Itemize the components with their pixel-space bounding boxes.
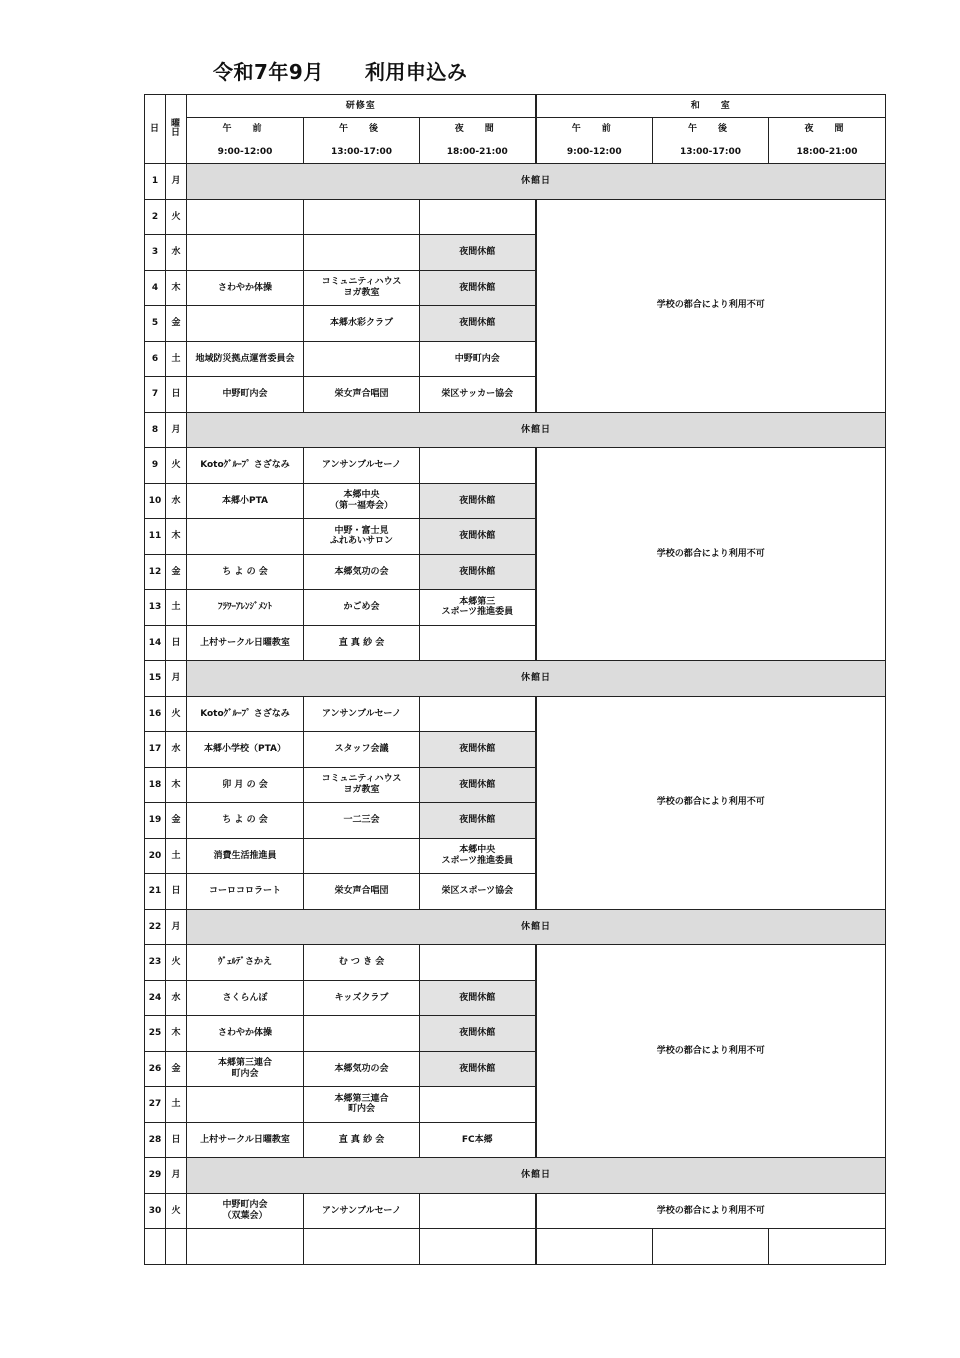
closed-row xyxy=(145,412,886,448)
room1-am-cell: ｳﾞｪﾙﾃﾞさかえ xyxy=(187,945,304,981)
day-of-week: 木 xyxy=(166,270,187,306)
room1-pm-cell: 直 真 紗 会 xyxy=(304,1122,420,1158)
day-number: 22 xyxy=(145,909,166,945)
room1-pm-cell: 本郷水彩クラブ xyxy=(304,306,420,342)
day-of-week: 金 xyxy=(166,306,187,342)
room1-night-cell xyxy=(420,1229,536,1265)
room1-night-cell xyxy=(420,1193,536,1229)
room1-am-cell: 上村サークル日曜教室 xyxy=(187,625,304,661)
room1-am-cell: 本郷小PTA xyxy=(187,483,304,519)
day-row xyxy=(145,1193,886,1229)
room1-am-cell: 上村サークル日曜教室 xyxy=(187,1122,304,1158)
room1-night-cell: 夜間休館 xyxy=(420,1051,536,1087)
day-number: 8 xyxy=(145,412,166,448)
day-number: 15 xyxy=(145,661,166,697)
room2-unavailable-cell: 学校の都合により利用不可 xyxy=(536,945,886,1158)
day-number: 21 xyxy=(145,874,166,910)
day-number: 17 xyxy=(145,732,166,768)
room1-pm-cell: アンサンブルセーノ xyxy=(304,448,420,484)
room1-night-cell xyxy=(420,945,536,981)
room1-night-cell: 本郷中央 スポーツ推進委員 xyxy=(420,838,536,874)
day-number: 14 xyxy=(145,625,166,661)
room1-night-cell: 夜間休館 xyxy=(420,483,536,519)
room1-am-cell: さわやか体操 xyxy=(187,270,304,306)
day-of-week: 金 xyxy=(166,1051,187,1087)
day-of-week: 月 xyxy=(166,412,187,448)
day-of-week: 日 xyxy=(166,625,187,661)
day-number: 3 xyxy=(145,235,166,271)
room1-night-cell: 夜間休館 xyxy=(420,554,536,590)
time-pm: 13:00-17:00 xyxy=(653,141,769,164)
day-number: 7 xyxy=(145,377,166,413)
reservation-table xyxy=(144,94,886,1265)
day-row xyxy=(145,945,886,981)
room1-am-cell xyxy=(187,519,304,555)
room2-empty-cell xyxy=(653,1229,769,1265)
day-of-week: 金 xyxy=(166,554,187,590)
period-night: 夜 間 xyxy=(420,118,536,141)
closed-row xyxy=(145,164,886,200)
day-of-week: 日 xyxy=(166,1122,187,1158)
closed-row xyxy=(145,909,886,945)
day-number: 9 xyxy=(145,448,166,484)
day-number: 2 xyxy=(145,199,166,235)
room1-pm-cell xyxy=(304,199,420,235)
day-of-week: 木 xyxy=(166,1016,187,1052)
day-of-week: 土 xyxy=(166,341,187,377)
day-number: 27 xyxy=(145,1087,166,1123)
day-of-week: 水 xyxy=(166,483,187,519)
day-number: 6 xyxy=(145,341,166,377)
room1-night-cell xyxy=(420,625,536,661)
day-of-week: 水 xyxy=(166,980,187,1016)
day-of-week: 火 xyxy=(166,696,187,732)
room2-unavailable-cell: 学校の都合により利用不可 xyxy=(536,448,886,661)
day-of-week: 木 xyxy=(166,519,187,555)
day-of-week: 金 xyxy=(166,803,187,839)
day-row xyxy=(145,1229,886,1265)
room1-am-cell: ち よ の 会 xyxy=(187,554,304,590)
room1-am-cell: コーロコロラート xyxy=(187,874,304,910)
day-number: 1 xyxy=(145,164,166,200)
period-pm: 午 後 xyxy=(304,118,420,141)
room1-am-cell: Kotoｸﾞﾙｰﾌﾟ さざなみ xyxy=(187,696,304,732)
room1-night-cell: 栄区スポーツ協会 xyxy=(420,874,536,910)
time-am: 9:00-12:00 xyxy=(187,141,304,164)
day-row xyxy=(145,448,886,484)
room1-am-cell: 本郷小学校（PTA） xyxy=(187,732,304,768)
room1-night-cell: 夜間休館 xyxy=(420,980,536,1016)
room1-am-cell: 消費生活推進員 xyxy=(187,838,304,874)
room1-night-cell: 夜間休館 xyxy=(420,519,536,555)
room2-unavailable-cell: 学校の都合により利用不可 xyxy=(536,199,886,412)
closed-day-cell: 休館日 xyxy=(187,412,886,448)
room1-pm-cell xyxy=(304,838,420,874)
day-of-week: 土 xyxy=(166,1087,187,1123)
room1-pm-cell: 栄女声合唱団 xyxy=(304,874,420,910)
room1-pm-cell: 直 真 紗 会 xyxy=(304,625,420,661)
day-number: 20 xyxy=(145,838,166,874)
day-of-week: 木 xyxy=(166,767,187,803)
room1-am-cell: Kotoｸﾞﾙｰﾌﾟ さざなみ xyxy=(187,448,304,484)
closed-day-cell: 休館日 xyxy=(187,1158,886,1194)
room1-am-cell xyxy=(187,199,304,235)
room1-night-cell: FC本郷 xyxy=(420,1122,536,1158)
room1-am-cell: 中野町内会 （双葉会） xyxy=(187,1193,304,1229)
room1-pm-cell xyxy=(304,1229,420,1265)
time-night: 18:00-21:00 xyxy=(420,141,536,164)
day-number: 11 xyxy=(145,519,166,555)
room1-night-cell: 夜間休館 xyxy=(420,732,536,768)
room1-pm-cell: コミュニティハウス ヨガ教室 xyxy=(304,767,420,803)
room1-night-cell xyxy=(420,448,536,484)
day-number: 13 xyxy=(145,590,166,626)
room1-am-cell: さくらんぼ xyxy=(187,980,304,1016)
room2-header: 和 室 xyxy=(536,95,886,118)
room2-unavailable-cell: 学校の都合により利用不可 xyxy=(536,1193,886,1229)
room1-pm-cell: 中野・富士見 ふれあいサロン xyxy=(304,519,420,555)
room1-pm-cell: かごめ会 xyxy=(304,590,420,626)
room1-night-cell: 夜間休館 xyxy=(420,767,536,803)
day-number: 28 xyxy=(145,1122,166,1158)
room1-pm-cell: 本郷気功の会 xyxy=(304,1051,420,1087)
day-of-week: 月 xyxy=(166,164,187,200)
day-number: 12 xyxy=(145,554,166,590)
day-of-week: 火 xyxy=(166,199,187,235)
room1-am-cell: 地域防災拠点運営委員会 xyxy=(187,341,304,377)
closed-day-cell: 休館日 xyxy=(187,909,886,945)
day-number: 29 xyxy=(145,1158,166,1194)
room1-pm-cell: キッズクラブ xyxy=(304,980,420,1016)
day-of-week: 火 xyxy=(166,448,187,484)
room1-night-cell xyxy=(420,199,536,235)
page-title: 令和7年9月 利用申込み xyxy=(213,60,468,84)
room1-am-cell: 卯 月 の 会 xyxy=(187,767,304,803)
closed-day-cell: 休館日 xyxy=(187,661,886,697)
day-of-week xyxy=(166,1229,187,1265)
day-of-week: 火 xyxy=(166,1193,187,1229)
room1-am-cell xyxy=(187,1087,304,1123)
room1-night-cell: 夜間休館 xyxy=(420,1016,536,1052)
room2-empty-cell xyxy=(536,1229,653,1265)
room1-am-cell: 本郷第三連合 町内会 xyxy=(187,1051,304,1087)
day-of-week: 土 xyxy=(166,838,187,874)
day-number: 4 xyxy=(145,270,166,306)
room1-night-cell: 本郷第三 スポーツ推進委員 xyxy=(420,590,536,626)
room1-pm-cell: 栄女声合唱団 xyxy=(304,377,420,413)
day-number: 19 xyxy=(145,803,166,839)
room1-night-cell: 夜間休館 xyxy=(420,803,536,839)
room1-pm-cell xyxy=(304,1016,420,1052)
room1-night-cell: 夜間休館 xyxy=(420,270,536,306)
day-number: 30 xyxy=(145,1193,166,1229)
room1-am-cell: ﾌﾗﾜｰｱﾚﾝｼﾞﾒﾝﾄ xyxy=(187,590,304,626)
day-row xyxy=(145,696,886,732)
room1-night-cell: 夜間休館 xyxy=(420,235,536,271)
period-night: 夜 間 xyxy=(769,118,886,141)
room1-night-cell xyxy=(420,1087,536,1123)
room1-pm-cell: アンサンブルセーノ xyxy=(304,696,420,732)
day-number: 10 xyxy=(145,483,166,519)
room1-am-cell xyxy=(187,306,304,342)
day-number: 5 xyxy=(145,306,166,342)
day-of-week: 火 xyxy=(166,945,187,981)
time-am: 9:00-12:00 xyxy=(536,141,653,164)
room1-pm-cell: 一二三会 xyxy=(304,803,420,839)
day-of-week: 月 xyxy=(166,661,187,697)
room1-pm-cell: 本郷気功の会 xyxy=(304,554,420,590)
room2-unavailable-cell: 学校の都合により利用不可 xyxy=(536,696,886,909)
day-of-week: 日 xyxy=(166,377,187,413)
room1-am-cell: さわやか体操 xyxy=(187,1016,304,1052)
day-of-week: 土 xyxy=(166,590,187,626)
time-night: 18:00-21:00 xyxy=(769,141,886,164)
room1-pm-cell: む つ き 会 xyxy=(304,945,420,981)
time-pm: 13:00-17:00 xyxy=(304,141,420,164)
room1-night-cell: 中野町内会 xyxy=(420,341,536,377)
room1-pm-cell xyxy=(304,341,420,377)
dow-header: 曜 日 xyxy=(166,95,187,164)
room1-night-cell: 夜間休館 xyxy=(420,306,536,342)
room1-pm-cell: 本郷中央 （第一福寿会） xyxy=(304,483,420,519)
day-of-week: 日 xyxy=(166,874,187,910)
day-header: 日 xyxy=(145,95,166,164)
room1-header: 研修室 xyxy=(187,95,536,118)
day-number: 16 xyxy=(145,696,166,732)
room1-pm-cell: 本郷第三連合 町内会 xyxy=(304,1087,420,1123)
period-pm: 午 後 xyxy=(653,118,769,141)
room1-am-cell xyxy=(187,235,304,271)
day-number: 23 xyxy=(145,945,166,981)
room1-am-cell xyxy=(187,1229,304,1265)
day-of-week: 月 xyxy=(166,1158,187,1194)
day-row xyxy=(145,199,886,235)
room1-pm-cell: コミュニティハウス ヨガ教室 xyxy=(304,270,420,306)
day-number xyxy=(145,1229,166,1265)
day-number: 25 xyxy=(145,1016,166,1052)
room1-pm-cell xyxy=(304,235,420,271)
room1-pm-cell: アンサンブルセーノ xyxy=(304,1193,420,1229)
day-of-week: 水 xyxy=(166,732,187,768)
closed-row xyxy=(145,661,886,697)
room1-night-cell xyxy=(420,696,536,732)
room2-empty-cell xyxy=(769,1229,886,1265)
day-of-week: 水 xyxy=(166,235,187,271)
day-number: 26 xyxy=(145,1051,166,1087)
period-am: 午 前 xyxy=(536,118,653,141)
room1-pm-cell: スタッフ会議 xyxy=(304,732,420,768)
closed-row xyxy=(145,1158,886,1194)
room1-am-cell: ち よ の 会 xyxy=(187,803,304,839)
closed-day-cell: 休館日 xyxy=(187,164,886,200)
day-number: 24 xyxy=(145,980,166,1016)
day-of-week: 月 xyxy=(166,909,187,945)
room1-am-cell: 中野町内会 xyxy=(187,377,304,413)
day-number: 18 xyxy=(145,767,166,803)
period-am: 午 前 xyxy=(187,118,304,141)
room1-night-cell: 栄区サッカー協会 xyxy=(420,377,536,413)
